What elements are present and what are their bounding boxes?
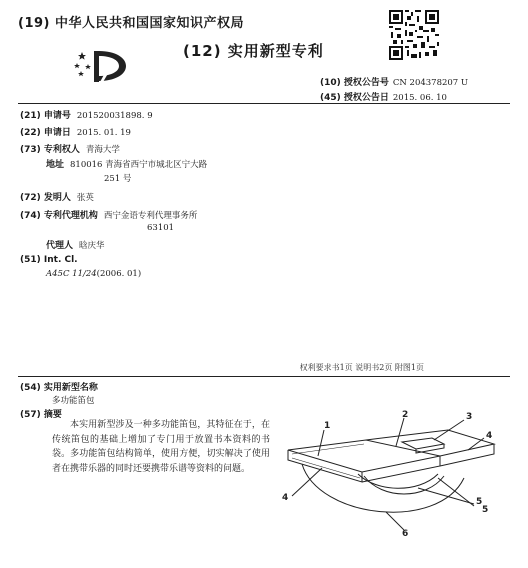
patentee-value: 青海大学 [85,145,120,155]
publication-number [320,75,468,88]
filing-date [20,125,131,138]
abstract-text: 本实用新型涉及一种多功能笛包，其特征在于，在传统笛包的基础上增加了专门用于放置书本资料的书袋。多功能笛包结构简单，使用方便，切实解决了使用者在携带乐器的同时还要携带乐谱等资料的问题。 [52,420,270,474]
address [46,157,207,170]
section-divider [18,376,510,377]
document-type: (12) 实用新型专利 [183,42,324,60]
patent-agency-value-line1: 西宁金语专利代理事务所 [103,211,198,221]
address-label: 地址 [46,160,65,170]
patent-agency [20,208,197,221]
figure-label-2: 2 [402,410,409,420]
agent [46,238,105,251]
figure-label-6: 6 [402,529,409,538]
address-value-line1: 810016 青海省西宁市城北区宁大路 [70,160,208,170]
int-cl-label: (51) Int. Cl. [20,255,78,265]
filing-date-value: 2015. 01. 19 [76,128,131,138]
patent-agency-value-line2: 63101 [147,223,175,233]
inventor-value: 张英 [76,193,94,203]
figure-label-5a: 5 [476,497,483,507]
figure-label-4b: 4 [282,493,289,503]
utility-model-title-label: (54) 实用新型名称 [20,383,98,393]
cnipa-logo [72,46,130,86]
header-divider [18,103,510,104]
address-value-line2: 251 号 [104,174,132,184]
figure-label-1: 1 [324,421,331,431]
bag-drawing [268,408,508,538]
agent-label: 代理人 [46,241,74,251]
figure-label-4a: 4 [486,431,493,441]
figure-label-3: 3 [466,412,473,422]
publication-number-value: CN 204378207 U [392,78,469,88]
utility-model-title [20,380,98,393]
patentee [20,142,120,155]
office-name: (19) 中华人民共和国国家知识产权局 [18,16,244,31]
publication-number-label: (10) 授权公告号 [320,78,389,88]
ipc-year: (2006. 01) [96,269,142,279]
application-number-value: 201520031898. 9 [76,111,153,121]
patent-agency-label: (74) 专利代理机构 [20,211,98,221]
inventor-label: (72) 发明人 [20,193,71,203]
application-number-label: (21) 申请号 [20,111,71,121]
ipc-classification [46,269,141,279]
publication-date [320,90,447,103]
application-number [20,108,153,121]
ipc-code: A45C 11/24 [46,269,97,279]
qr-code [389,10,439,60]
agent-value: 晗庆华 [79,241,105,251]
utility-model-title-value: 多功能笛包 [52,396,95,406]
page-counts: 权利要求书1页 说明书2页 附图1页 [299,363,424,372]
figure-label-5b: 5 [482,505,489,515]
abstract-heading: (57) 摘要 [20,410,62,420]
publication-date-label: (45) 授权公告日 [320,93,389,103]
patentee-label: (73) 专利权人 [20,145,80,155]
publication-date-value: 2015. 06. 10 [392,93,447,103]
filing-date-label: (22) 申请日 [20,128,71,138]
inventor [20,190,94,203]
